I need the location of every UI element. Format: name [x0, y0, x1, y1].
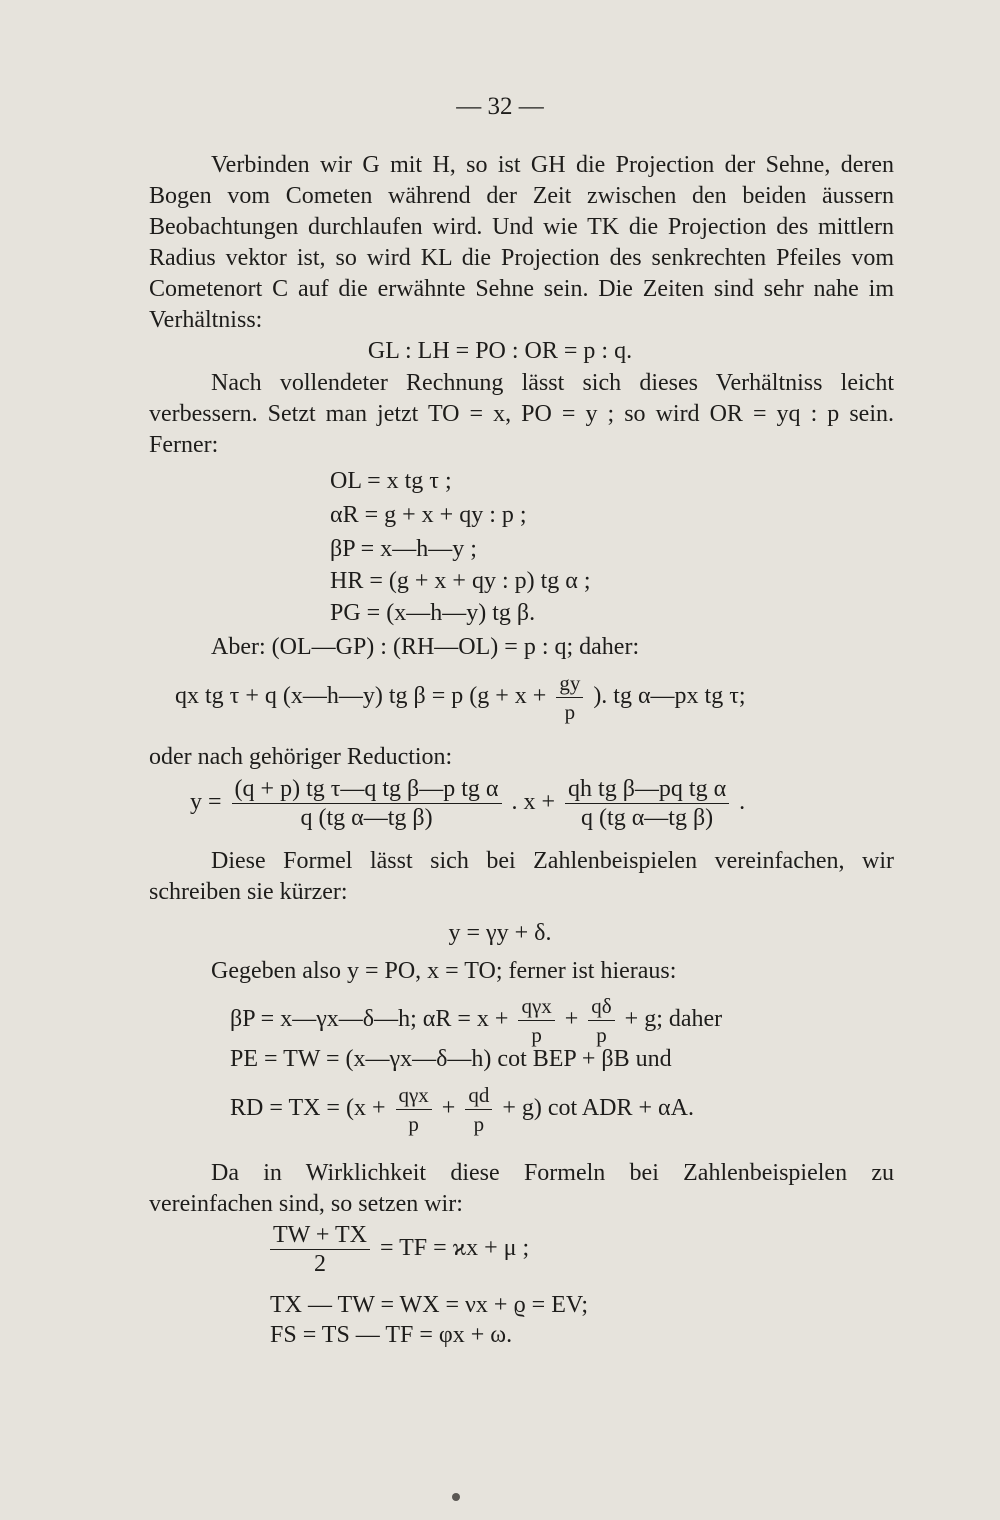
system-line-bp: βP = x—h—y ; [330, 536, 477, 562]
page-number: — 32 — [456, 93, 544, 120]
reduction-line: oder nach gehöriger Reduction: [149, 744, 453, 770]
equation-bp-post: + g; daher [624, 1006, 723, 1033]
system-line-pg: PG = (x—h—y) tg β. [330, 600, 536, 626]
fraction-tw-tx-2 [270, 1222, 370, 1277]
fraction-numerator: qγx [518, 993, 554, 1021]
equation-short: y = γy + δ. [448, 920, 552, 946]
equation-tf [266, 1222, 529, 1277]
paragraph-formula-text: Diese Formel lässt sich bei Zahlenbeispielen vereinfachen, wir schreiben sie kürzer: [149, 848, 894, 905]
equation-y-end: . [739, 789, 746, 816]
system-line-hr: HR = (g + x + qy : p) tg α ; [330, 568, 591, 594]
paragraph-setting [149, 368, 894, 461]
paragraph-simplify [149, 1158, 894, 1220]
fraction-numerator: qδ [588, 993, 614, 1021]
fraction-denominator: p [473, 1112, 485, 1136]
equation-bp-pre: βP = x—γx—δ—h; αR = x + [230, 1006, 509, 1033]
equation-fs: FS = TS — TF = φx + ω. [270, 1322, 513, 1348]
fraction-denominator: p [408, 1112, 419, 1136]
equation-ratio: GL : LH = PO : OR = p : q. [367, 338, 633, 364]
equation-rd-post: + g) cot ADR + αA. [502, 1095, 694, 1122]
paragraph-setting-text: Nach vollendeter Rechnung lässt sich dieses Verhältniss leicht verbessern. Setzt man jetzt TO = x, PO = y ; so wird OR = yq : p sein. Ferner: [149, 370, 894, 458]
fraction-qd-p [465, 1082, 492, 1137]
paragraph-formula [149, 846, 894, 908]
fraction-numerator: (q + p) tg τ—q tg β—p tg α [232, 776, 502, 804]
fraction-coefficient [232, 776, 502, 831]
system-line-ol: OL = x tg τ ; [330, 468, 452, 494]
fraction-denominator: p [531, 1023, 542, 1047]
paragraph-projection [149, 150, 894, 336]
equation-bp-mid: + [564, 1006, 579, 1033]
fraction-denominator: p [564, 700, 576, 724]
equation-tf-post: = TF = ϰx + μ ; [379, 1235, 530, 1262]
fraction-denominator: q (tg α—tg β) [300, 805, 433, 831]
fraction-numerator: qh tg β—pq tg α [565, 776, 729, 804]
equation-long-pre: qx tg τ + q (x—h—y) tg β = p (g + x + [175, 683, 547, 710]
paragraph-simplify-text: Da in Wirklichkeit diese Formeln bei Zahlenbeispielen zu vereinfachen sind, so setzen wir: [149, 1160, 894, 1217]
equation-bp [230, 993, 722, 1048]
aber-line: Aber: (OL—GP) : (RH—OL) = p : q; daher: [211, 634, 640, 660]
equation-tx: TX — TW = WX = νx + ϱ = EV; [270, 1292, 589, 1318]
gegeben-line: Gegeben also y = PO, x = TO; ferner ist hieraus: [211, 958, 677, 984]
fraction-denominator: p [596, 1023, 607, 1047]
paragraph-projection-text: Verbinden wir G mit H, so ist GH die Projection der Sehne, deren Bogen vom Cometen während der Zeit zwischen den beiden äussern Beobachtungen durchlaufen wird. Und wie TK die Projection des mittlern Radius vektor ist, so wird KL die Projection des senkrechten Pfeiles vom Cometenort C auf die erwähnte Sehne sein. Die Zeiten sind sehr nahe im Verhältniss: [149, 152, 894, 333]
equation-y-mid: . x + [511, 789, 556, 816]
equation-long-post: ). tg α—px tg τ; [593, 683, 746, 710]
fraction-denominator: q (tg α—tg β) [581, 805, 714, 831]
fraction-denominator: 2 [313, 1251, 326, 1277]
equation-pe: PE = TW = (x—γx—δ—h) cot BEP + βB und [230, 1046, 672, 1072]
equation-long [175, 670, 746, 725]
fraction-numerator: TW + TX [270, 1222, 370, 1250]
equation-rd-pre: RD = TX = (x + [230, 1095, 386, 1122]
equation-rd [230, 1082, 694, 1137]
fraction-qd-p [588, 993, 614, 1048]
equation-y [190, 776, 745, 831]
equation-rd-mid: + [441, 1095, 456, 1122]
fraction-numerator: qd [465, 1082, 492, 1110]
ink-speck [452, 1493, 460, 1501]
equation-y-lhs: y = [190, 789, 222, 816]
fraction-numerator: gy [556, 670, 583, 698]
fraction-qgx-p [396, 1082, 432, 1137]
fraction-constant [565, 776, 729, 831]
fraction-numerator: qγx [396, 1082, 432, 1110]
fraction-qgx-p [518, 993, 554, 1048]
fraction-gy-p [556, 670, 583, 725]
system-line-ar: αR = g + x + qy : p ; [330, 502, 527, 528]
